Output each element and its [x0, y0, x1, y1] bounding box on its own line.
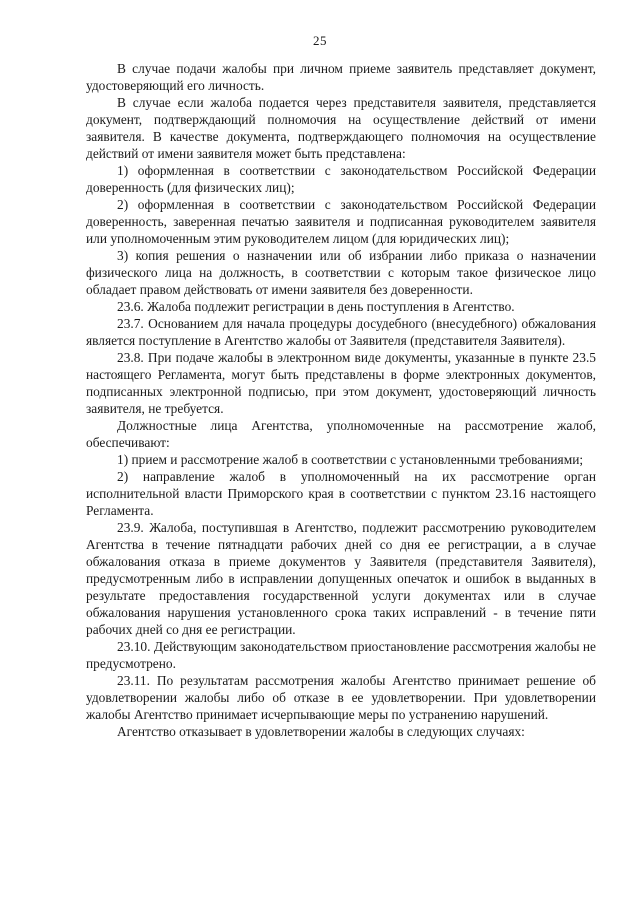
paragraph-id-document-in-person: В случае подачи жалобы при личном приеме заявитель представляет документ, удостоверяющий его личность.: [86, 61, 596, 93]
paragraph-representative-authority: В случае если жалоба подается через представителя заявителя, представляется документ, подтверждающий полномочия на осуществление действий от имени заявителя. В качестве документа, подтверждающего полномочия на осуществление действий от имени заявителя может быть представлена:: [86, 95, 596, 161]
paragraph-23-7: 23.7. Основанием для начала процедуры досудебного (внесудебного) обжалования является поступление в Агентство жалобы от Заявителя (представителя Заявителя).: [86, 316, 596, 348]
paragraph-23-10: 23.10. Действующим законодательством приостановление рассмотрения жалобы не предусмотрено.: [86, 639, 596, 671]
paragraph-list-item-3: 3) копия решения о назначении или об избрании либо приказа о назначении физического лица на должность, в соответствии с которым такое физическое лицо обладает правом действовать от имени заявителя без доверенности.: [86, 248, 596, 297]
paragraph-23-6: 23.6. Жалоба подлежит регистрации в день поступления в Агентство.: [117, 299, 515, 314]
paragraph-23-8: 23.8. При подаче жалобы в электронном виде документы, указанные в пункте 23.5 настоящего Регламента, могут быть представлены в форме электронных документов, подписанных электронной подписью, при этом документ, удостоверяющий личность заявителя, не требуется.: [86, 350, 596, 416]
paragraph-23-9: 23.9. Жалоба, поступившая в Агентство, подлежит рассмотрению руководителем Агентства в течение пятнадцати рабочих дней со дня ее регистрации, а в случае обжалования отказа в приеме документов у Заявителя (представителя Заявителя), предусмотренным либо в исправлении допущенных опечаток и ошибок в выданных в результате предоставления государственной услуги документах или в случае обжалования нарушения установленного срока таких исправлений - в течение пяти рабочих дней со дня ее регистрации.: [86, 520, 596, 637]
document-body: [86, 60, 596, 740]
paragraph-officials-ensure: Должностные лица Агентства, уполномоченные на рассмотрение жалоб, обеспечивают:: [86, 418, 596, 450]
paragraph-ensure-item-1: 1) прием и рассмотрение жалоб в соответствии с установленными требованиями;: [117, 452, 584, 467]
paragraph-list-item-1: 1) оформленная в соответствии с законодательством Российской Федерации доверенность (для физических лиц);: [86, 163, 596, 195]
paragraph-23-11: 23.11. По результатам рассмотрения жалобы Агентство принимает решение об удовлетворении жалобы либо об отказе в ее удовлетворении. При удовлетворении жалобы Агентство принимает исчерпывающие меры по устранению нарушений.: [86, 673, 596, 722]
page-number: 25: [313, 33, 327, 48]
paragraph-list-item-2: 2) оформленная в соответствии с законодательством Российской Федерации доверенность, заверенная печатью заявителя и подписанная руководителем заявителя или уполномоченным этим руководителем лицом (для юридических лиц);: [86, 197, 596, 246]
paragraph-refusal-cases: Агентство отказывает в удовлетворении жалобы в следующих случаях:: [117, 724, 525, 739]
paragraph-ensure-item-2: 2) направление жалоб в уполномоченный на их рассмотрение орган исполнительной власти Приморского края в соответствии с пунктом 23.16 настоящего Регламента.: [86, 469, 596, 518]
